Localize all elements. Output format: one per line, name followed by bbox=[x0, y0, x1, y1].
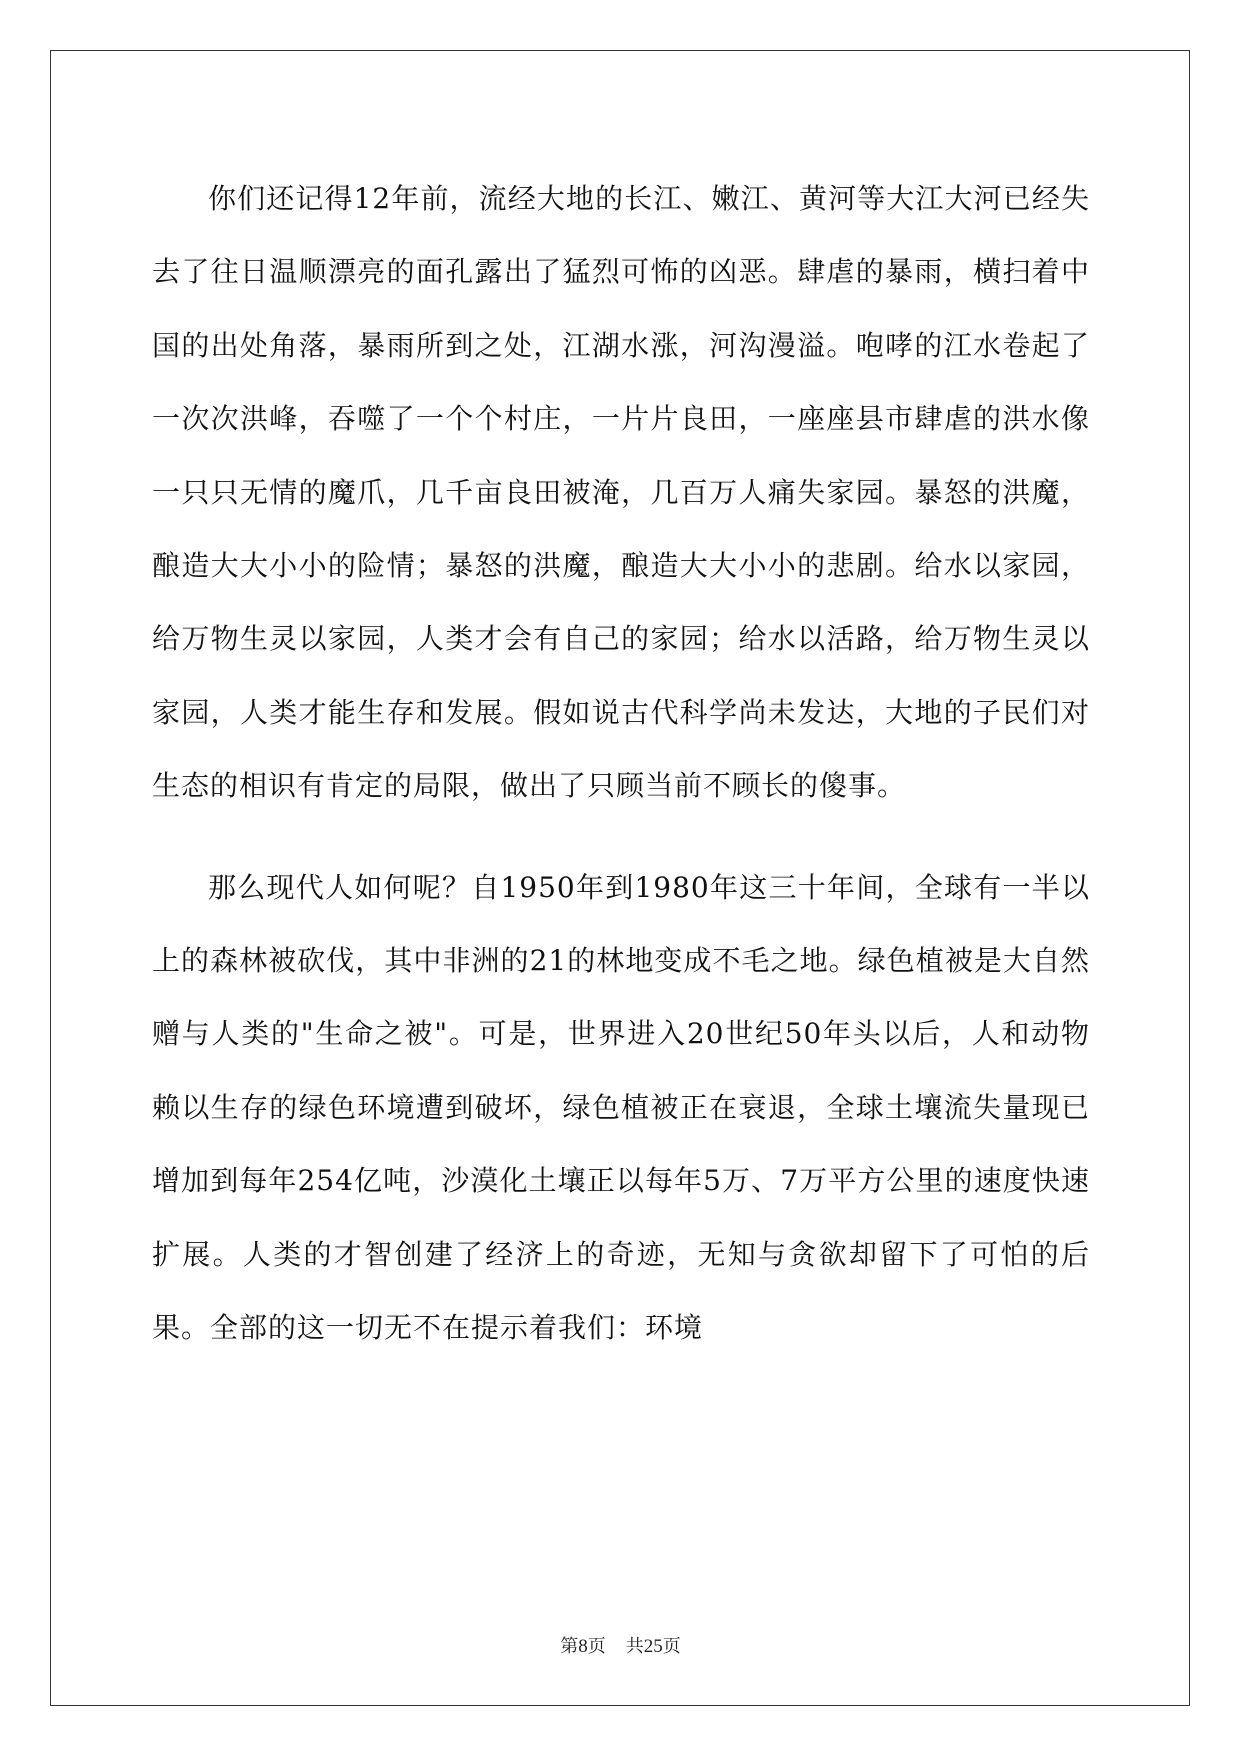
page-number-footer bbox=[0, 1632, 1241, 1658]
footer-prefix: 第 bbox=[560, 1636, 579, 1657]
total-page-count: 25 bbox=[643, 1636, 663, 1657]
footer-total-suffix: 页 bbox=[662, 1636, 681, 1657]
document-body bbox=[152, 162, 1090, 1365]
paragraph-2: 那么现代人如何呢？自1950年到1980年这三十年间，全球有一半以上的森林被砍伐，其中非洲的21的林地变成不毛之地。绿色植被是大自然赠与人类的"生命之被"。可是，世界进入20世纪50年头以后，人和动物赖以生存的绿色环境遭到破坏，绿色植被正在衰退，全球土壤流失量现已增加到每年254亿吨，沙漠化土壤正以每年5万、7万平方公里的速度快速扩展。人类的才智创建了经济上的奇迹，无知与贪欲却留下了可怕的后果。全部的这一切无不在提示着我们：环境 bbox=[152, 870, 1090, 1345]
current-page-number: 8 bbox=[578, 1636, 588, 1657]
paragraph-1: 你们还记得12年前，流经大地的长江、嫩江、黄河等大江大河已经失去了往日温顺漂亮的面孔露出了猛烈可怖的凶恶。肆虐的暴雨，横扫着中国的出处角落，暴雨所到之处，江湖水涨，河沟漫溢。咆哮的江水卷起了一次次洪峰，吞噬了一个个村庄，一片片良田，一座座县市肆虐的洪水像一只只无情的魔爪，几千亩良田被淹，几百万人痛失家园。暴怒的洪魔，酿造大大小小的险情；暴怒的洪魔，酿造大大小小的悲剧。给水以家园，给万物生灵以家园，人类才会有自己的家园；给水以活路，给万物生灵以家园，人类才能生存和发展。假如说古代科学尚未发达，大地的子民们对生态的相识有肯定的局限，做出了只顾当前不顾长的傻事。 bbox=[152, 182, 1090, 803]
footer-total-prefix: 共 bbox=[625, 1636, 644, 1657]
footer-page-suffix: 页 bbox=[587, 1636, 606, 1657]
